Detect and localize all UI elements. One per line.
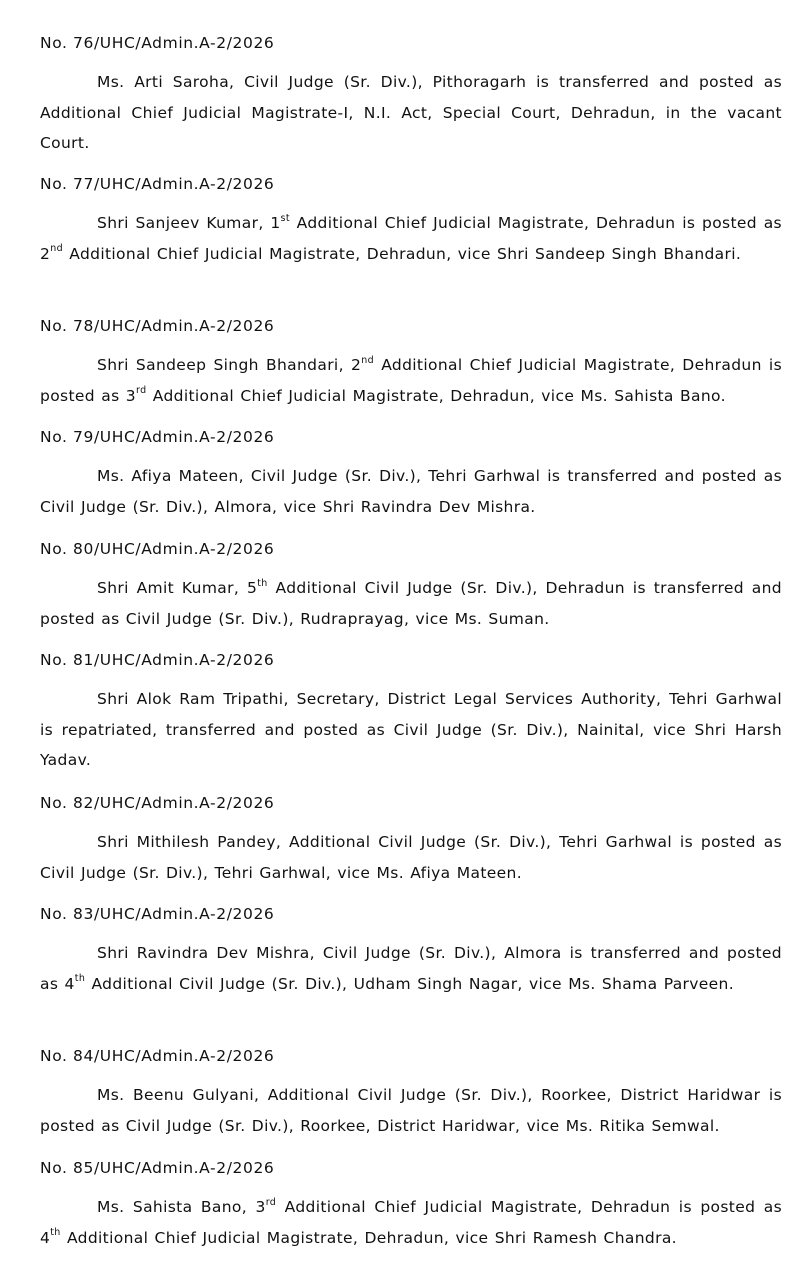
order-number: No. 80/UHC/Admin.A-2/2026 [40,540,275,558]
order-text: Shri Mithilesh Pandey, Additional Civil Judge (Sr. Div.), Tehri Garhwal is posted as Civil Judge (Sr. Div.), Tehri Garhwal, vice Ms. Afiya Mateen. [40,833,782,882]
order-82 [40,793,782,888]
order-81 [40,650,782,776]
order-number: No. 84/UHC/Admin.A-2/2026 [40,1047,275,1065]
order-number: No. 77/UHC/Admin.A-2/2026 [40,175,275,193]
order-text: Shri Sanjeev Kumar, 1st Additional Chief Judicial Magistrate, Dehradun is posted as 2nd Additional Chief Judicial Magistrate, Dehradun, vice Shri Sandeep Singh Bhandari. [40,212,782,263]
order-number: No. 83/UHC/Admin.A-2/2026 [40,905,275,923]
order-number: No. 76/UHC/Admin.A-2/2026 [40,34,275,52]
order-text: Ms. Afiya Mateen, Civil Judge (Sr. Div.), Tehri Garhwal is transferred and posted as Civil Judge (Sr. Div.), Almora, vice Shri Ravindra Dev Mishra. [40,467,782,516]
order-number: No. 85/UHC/Admin.A-2/2026 [40,1159,275,1177]
order-76 [40,33,782,159]
order-number: No. 78/UHC/Admin.A-2/2026 [40,317,275,335]
order-77 [40,174,782,269]
order-80 [40,539,782,634]
order-text: Ms. Sahista Bano, 3rd Additional Chief Judicial Magistrate, Dehradun is posted as 4th Additional Chief Judicial Magistrate, Dehradun, vice Shri Ramesh Chandra. [40,1196,783,1247]
order-number: No. 82/UHC/Admin.A-2/2026 [40,794,275,812]
order-text: Shri Alok Ram Tripathi, Secretary, District Legal Services Authority, Tehri Garhwal is repatriated, transferred and posted as Civil Judge (Sr. Div.), Nainital, vice Shri Harsh Yadav. [40,690,782,769]
order-text: Shri Sandeep Singh Bhandari, 2nd Additional Chief Judicial Magistrate, Dehradun is posted as 3rd Additional Chief Judicial Magistrate, Dehradun, vice Ms. Sahista Bano. [40,354,783,405]
order-79 [40,427,782,522]
order-text: Ms. Arti Saroha, Civil Judge (Sr. Div.), Pithoragarh is transferred and posted as Additional Chief Judicial Magistrate-I, N.I. Act, Special Court, Dehradun, in the vacant Court. [40,73,782,152]
order-85 [40,1158,782,1253]
order-number: No. 81/UHC/Admin.A-2/2026 [40,651,275,669]
order-number: No. 79/UHC/Admin.A-2/2026 [40,428,275,446]
order-78 [40,316,782,411]
order-text: Ms. Beenu Gulyani, Additional Civil Judge (Sr. Div.), Roorkee, District Haridwar is posted as Civil Judge (Sr. Div.), Roorkee, District Haridwar, vice Ms. Ritika Semwal. [40,1086,782,1135]
order-text: Shri Amit Kumar, 5th Additional Civil Judge (Sr. Div.), Dehradun is transferred and posted as Civil Judge (Sr. Div.), Rudraprayag, vice Ms. Suman. [40,577,782,628]
order-84 [40,1046,782,1141]
order-text: Shri Ravindra Dev Mishra, Civil Judge (Sr. Div.), Almora is transferred and posted as 4th Additional Civil Judge (Sr. Div.), Udham Singh Nagar, vice Ms. Shama Parveen. [40,944,782,993]
order-83 [40,904,782,999]
